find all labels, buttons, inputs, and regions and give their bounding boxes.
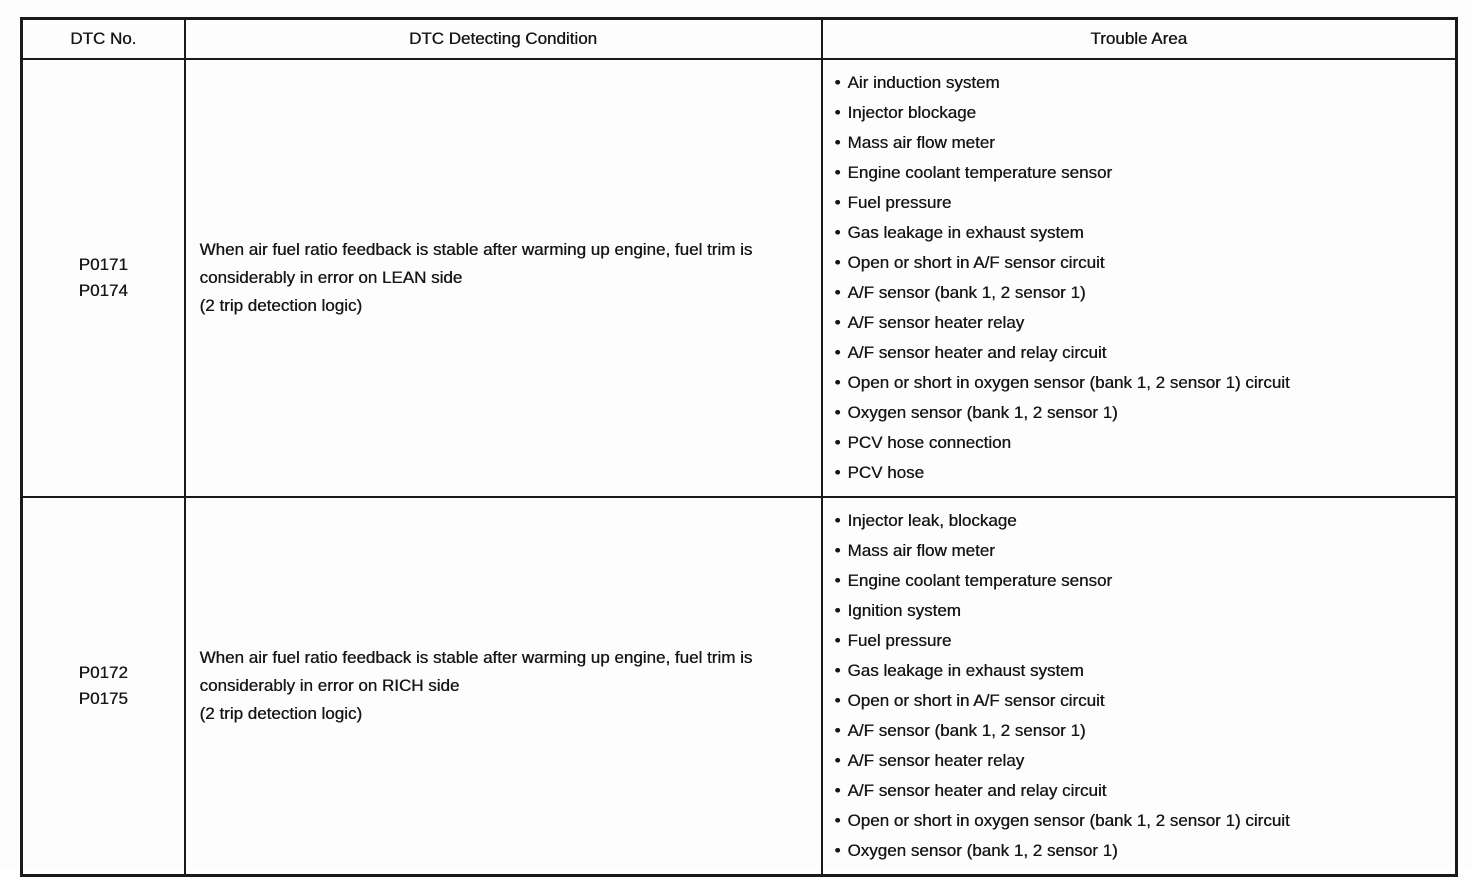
dtc-code: P0172 [78,663,128,682]
trouble-area-list [835,506,1446,866]
trouble-area-item: • Mass air flow meter [835,128,1446,158]
condition-logic-note: (2 trip detection logic) [199,704,363,723]
trouble-area-item: • Open or short in A/F sensor circuit [835,248,1446,278]
trouble-area-cell [822,59,1457,497]
detecting-condition-cell [185,497,822,876]
trouble-area-item: • Ignition system [835,596,1446,626]
header-trouble-area: Trouble Area [822,19,1457,60]
trouble-area-item: • PCV hose connection [835,428,1446,458]
trouble-area-item: • Open or short in A/F sensor circuit [835,686,1446,716]
dtc-table [20,17,1458,877]
header-detecting-condition: DTC Detecting Condition [185,19,822,60]
trouble-area-item: • A/F sensor (bank 1, 2 sensor 1) [835,278,1446,308]
header-dtc-no: DTC No. [22,19,185,60]
trouble-area-item: • Injector leak, blockage [835,506,1446,536]
trouble-area-item: • Open or short in oxygen sensor (bank 1, 2 sensor 1) circuit [835,806,1446,836]
dtc-no-cell [22,497,185,876]
dtc-code: P0174 [78,281,128,300]
detecting-condition-cell [185,59,822,497]
trouble-area-item: • PCV hose [835,458,1446,488]
condition-text: When air fuel ratio feedback is stable after warming up engine, fuel trim is considerably in error on LEAN side [199,240,753,287]
trouble-area-item: • A/F sensor heater relay [835,308,1446,338]
trouble-area-item: • A/F sensor heater and relay circuit [835,338,1446,368]
trouble-area-item: • A/F sensor heater and relay circuit [835,776,1446,806]
trouble-area-item: • Injector blockage [835,98,1446,128]
trouble-area-item: • Fuel pressure [835,188,1446,218]
trouble-area-item: • Air induction system [835,68,1446,98]
trouble-area-item: • Open or short in oxygen sensor (bank 1, 2 sensor 1) circuit [835,368,1446,398]
trouble-area-item: • Engine coolant temperature sensor [835,158,1446,188]
condition-text: When air fuel ratio feedback is stable after warming up engine, fuel trim is considerably in error on RICH side [199,648,753,695]
condition-logic-note: (2 trip detection logic) [199,296,363,315]
trouble-area-item: • Engine coolant temperature sensor [835,566,1446,596]
table-row [22,59,1457,497]
dtc-no-cell [22,59,185,497]
table-row [22,497,1457,876]
trouble-area-item: • Oxygen sensor (bank 1, 2 sensor 1) [835,398,1446,428]
trouble-area-item: • Gas leakage in exhaust system [835,656,1446,686]
trouble-area-item: • Oxygen sensor (bank 1, 2 sensor 1) [835,836,1446,866]
trouble-area-item: • A/F sensor (bank 1, 2 sensor 1) [835,716,1446,746]
table-header-row [22,19,1457,60]
trouble-area-item: • Mass air flow meter [835,536,1446,566]
dtc-code: P0175 [78,689,128,708]
trouble-area-list [835,68,1446,488]
trouble-area-cell [822,497,1457,876]
dtc-code: P0171 [78,255,128,274]
trouble-area-item: • Fuel pressure [835,626,1446,656]
trouble-area-item: • A/F sensor heater relay [835,746,1446,776]
trouble-area-item: • Gas leakage in exhaust system [835,218,1446,248]
